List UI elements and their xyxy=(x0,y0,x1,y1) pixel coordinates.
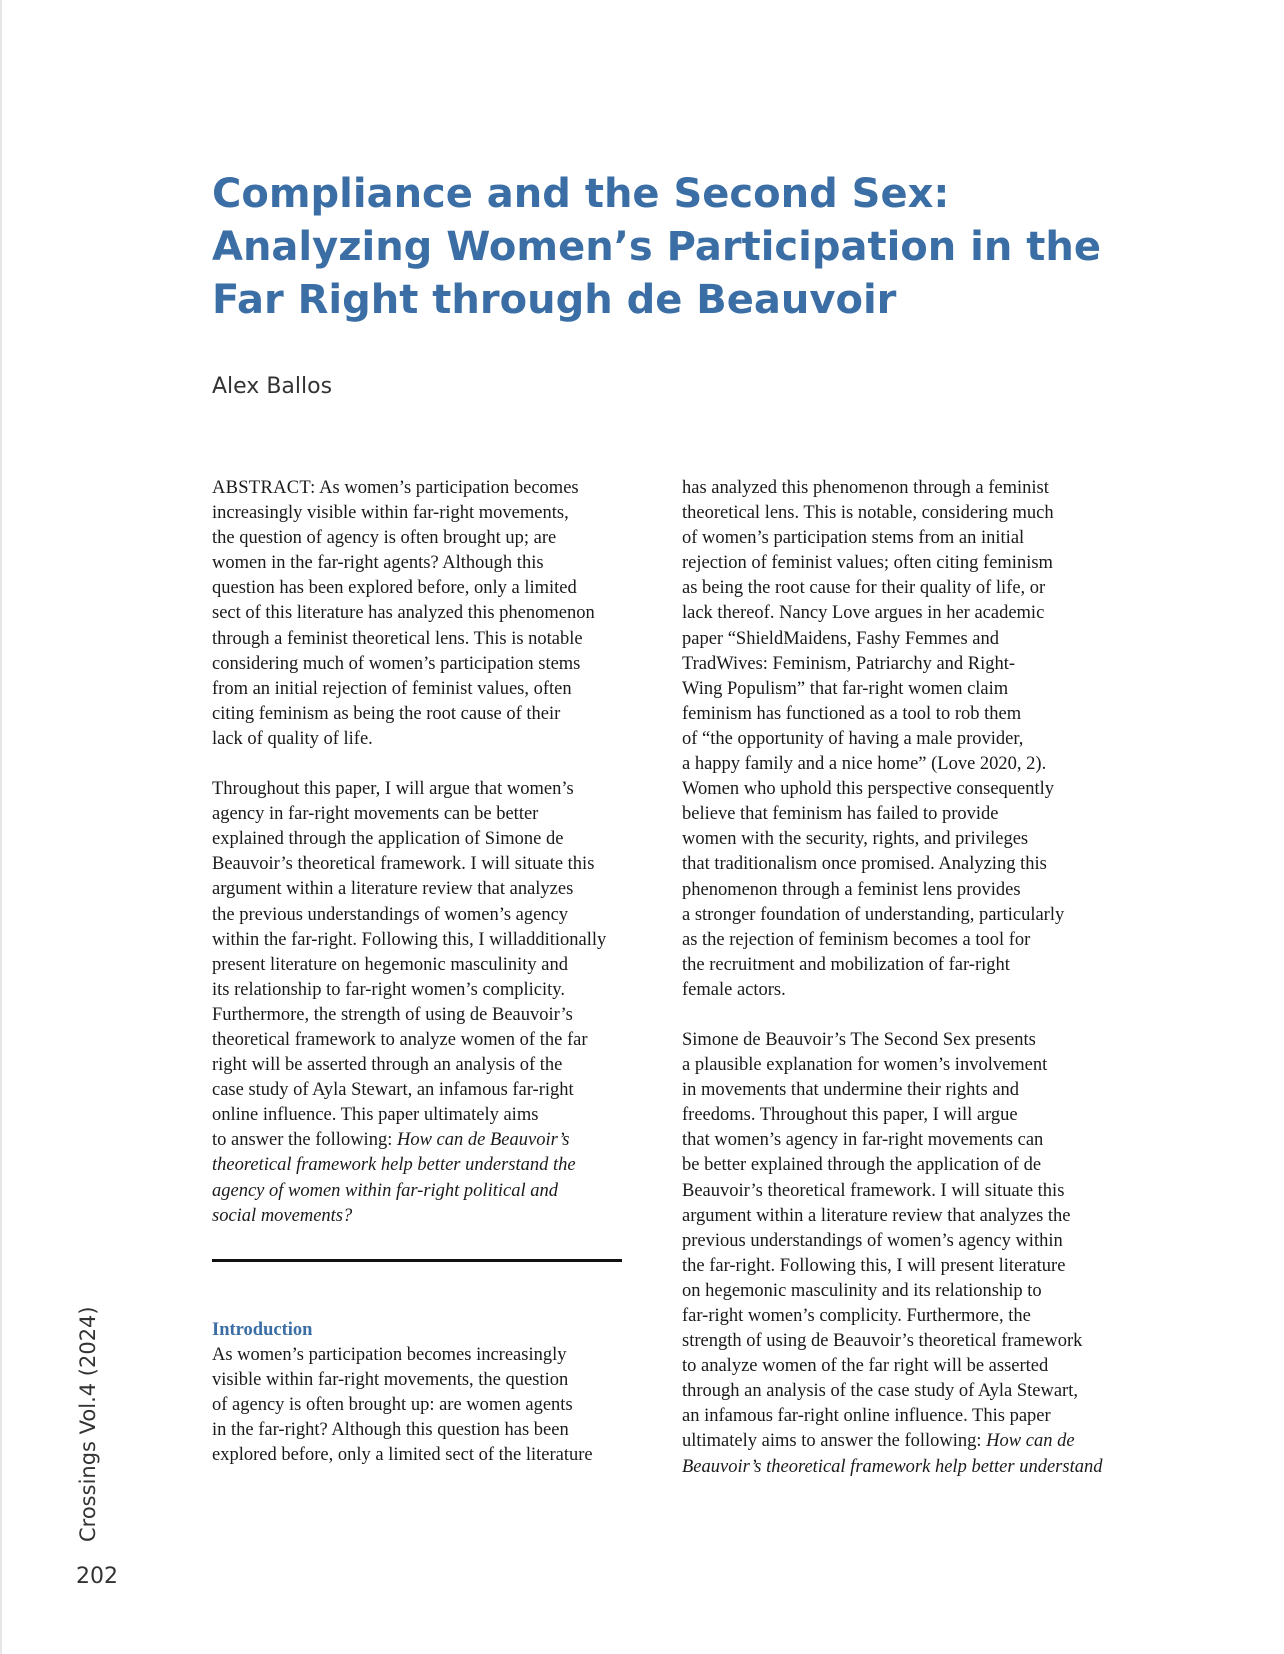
text-line: the question of agency is often brought up; are xyxy=(212,528,557,549)
text-line: explained through the application of Simone de xyxy=(212,829,564,850)
text-line: of women’s participation stems from an initial xyxy=(682,528,1025,549)
text-line: its relationship to far-right women’s complicity. xyxy=(212,979,565,1000)
text-line: sect of this literature has analyzed this phenomenon xyxy=(212,603,595,624)
research-question-line: agency of women within far-right political and xyxy=(212,1180,558,1201)
text-line xyxy=(682,1429,1142,1454)
text-line: from an initial rejection of feminist values, often xyxy=(212,678,572,699)
text-line: through a feminist theoretical lens. This is notable xyxy=(212,628,583,649)
text-line: far-right women’s complicity. Furthermore, the xyxy=(682,1306,1031,1326)
text-line: in movements that undermine their rights and xyxy=(682,1080,1020,1101)
text-line: a plausible explanation for women’s involvement xyxy=(682,1055,1048,1076)
text-line: as being the root cause for their quality of life, or xyxy=(682,578,1046,599)
text-line: explored before, only a limited sect of the literature xyxy=(212,1445,593,1466)
journal-name: Crossings Vol.4 (2024) xyxy=(76,1306,100,1542)
text-line: Simone de Beauvoir’s The Second Sex presents xyxy=(682,1029,1036,1050)
text-fragment: ultimately aims to answer the following: xyxy=(682,1431,987,1452)
text-line: as the rejection of feminism becomes a tool for xyxy=(682,929,1031,950)
text-line: Throughout this paper, I will argue that women’s xyxy=(212,779,574,800)
text-line: a happy family and a nice home” (Love 2020, 2). xyxy=(682,754,1047,775)
text-line: citing feminism as being the root cause of their xyxy=(212,703,561,724)
text-fragment: to answer the following: xyxy=(212,1130,397,1151)
research-question-line: Beauvoir’s theoretical framework help better understand xyxy=(682,1456,1103,1477)
text-line: an infamous far-right online influence. This paper xyxy=(682,1406,1051,1427)
abstract-label: ABSTRACT: xyxy=(212,478,316,498)
abstract-paragraph-1 xyxy=(212,476,652,752)
text-line: Women who uphold this perspective consequently xyxy=(682,779,1055,800)
text-line: TradWives: Feminism, Patriarchy and Right- xyxy=(682,653,1016,674)
title-line: Analyzing Women’s Participation in the xyxy=(212,224,1102,270)
text-line: lack thereof. Nancy Love argues in her academic xyxy=(682,603,1045,624)
text-line: women with the security, rights, and privileges xyxy=(682,829,1029,850)
text-fragment: As women’s participation becomes xyxy=(319,478,579,498)
text-line: phenomenon through a feminist lens provides xyxy=(682,879,1021,900)
text-line: As women’s participation becomes increasingly xyxy=(212,1344,567,1365)
text-line: online influence. This paper ultimately aims xyxy=(212,1105,539,1126)
text-line: strength of using de Beauvoir’s theoretical framework xyxy=(682,1331,1083,1352)
page-edge xyxy=(0,0,2,1654)
text-line: right will be asserted through an analysis of the xyxy=(212,1055,563,1076)
research-question: How can de xyxy=(986,1431,1075,1452)
text-line: the recruitment and mobilization of far-right xyxy=(682,954,1010,975)
text-line: Beauvoir’s theoretical framework. I will situate this xyxy=(212,854,595,875)
right-column xyxy=(682,476,1142,1480)
section-divider xyxy=(212,1259,622,1262)
text-line: agency in far-right movements can be better xyxy=(212,804,539,825)
text-line: to analyze women of the far right will be asserted xyxy=(682,1356,1049,1377)
text-line: through an analysis of the case study of Ayla Stewart, xyxy=(682,1381,1078,1402)
introduction-paragraph xyxy=(212,1343,652,1468)
text-line: Furthermore, the strength of using de Beauvoir’s xyxy=(212,1004,573,1025)
text-line: women in the far-right agents? Although this xyxy=(212,553,544,574)
text-line: of agency is often brought up: are women agents xyxy=(212,1394,573,1415)
text-line: of “the opportunity of having a male provider, xyxy=(682,728,1024,749)
text-line: present literature on hegemonic masculinity and xyxy=(212,954,569,975)
text-line: that women’s agency in far-right movements can xyxy=(682,1130,1044,1151)
text-line: on hegemonic masculinity and its relationship to xyxy=(682,1280,1042,1301)
text-line: a stronger foundation of understanding, particularly xyxy=(682,904,1065,925)
article-title xyxy=(212,168,1112,327)
text-line: theoretical framework to analyze women of the far xyxy=(212,1029,588,1050)
text-line: argument within a literature review that analyzes xyxy=(212,879,574,900)
text-line: previous understandings of women’s agency within xyxy=(682,1230,1063,1251)
text-line: Wing Populism” that far-right women claim xyxy=(682,678,1009,699)
body-paragraph-1 xyxy=(682,476,1142,1003)
research-question: How can de Beauvoir’s xyxy=(396,1130,570,1151)
text-line: feminism has functioned as a tool to rob them xyxy=(682,703,1022,724)
page-number: 202 xyxy=(76,1564,118,1589)
text-line: considering much of women’s participation stems xyxy=(212,653,581,674)
text-line xyxy=(212,1128,652,1153)
text-line: the far-right. Following this, I will present literature xyxy=(682,1255,1066,1276)
text-line: question has been explored before, only a limited xyxy=(212,578,577,599)
text-line: be better explained through the application of de xyxy=(682,1155,1042,1176)
research-question-line: social movements? xyxy=(212,1205,353,1226)
title-line: Far Right through de Beauvoir xyxy=(212,277,897,323)
text-line: increasingly visible within far-right movements, xyxy=(212,503,569,524)
text-line: rejection of feminist values; often citing feminism xyxy=(682,553,1053,574)
text-line: argument within a literature review that analyzes the xyxy=(682,1205,1071,1226)
text-line xyxy=(212,476,652,501)
text-line: Beauvoir’s theoretical framework. I will situate this xyxy=(682,1180,1065,1201)
text-line: paper “ShieldMaidens, Fashy Femmes and xyxy=(682,628,1000,649)
text-line: has analyzed this phenomenon through a feminist xyxy=(682,478,1049,498)
text-line: that traditionalism once promised. Analyzing this xyxy=(682,854,1047,875)
abstract-paragraph-2 xyxy=(212,777,652,1229)
text-line: female actors. xyxy=(682,979,786,1000)
research-question-line: theoretical framework help better understand the xyxy=(212,1155,576,1176)
text-line: believe that feminism has failed to provide xyxy=(682,804,999,825)
text-line: the previous understandings of women’s agency xyxy=(212,904,569,925)
text-line: in the far-right? Although this question has been xyxy=(212,1420,569,1440)
text-line: freedoms. Throughout this paper, I will argue xyxy=(682,1105,1018,1126)
text-line: theoretical lens. This is notable, considering much xyxy=(682,503,1054,524)
section-heading-introduction: Introduction xyxy=(212,1319,313,1340)
left-column xyxy=(212,476,652,1468)
text-line: lack of quality of life. xyxy=(212,728,373,749)
text-line: within the far-right. Following this, I willadditionally xyxy=(212,929,607,950)
author-name: Alex Ballos xyxy=(212,374,333,399)
title-line: Compliance and the Second Sex: xyxy=(212,171,950,217)
body-paragraph-2 xyxy=(682,1028,1142,1480)
text-line: visible within far-right movements, the question xyxy=(212,1369,569,1390)
text-line: case study of Ayla Stewart, an infamous far-right xyxy=(212,1080,574,1101)
